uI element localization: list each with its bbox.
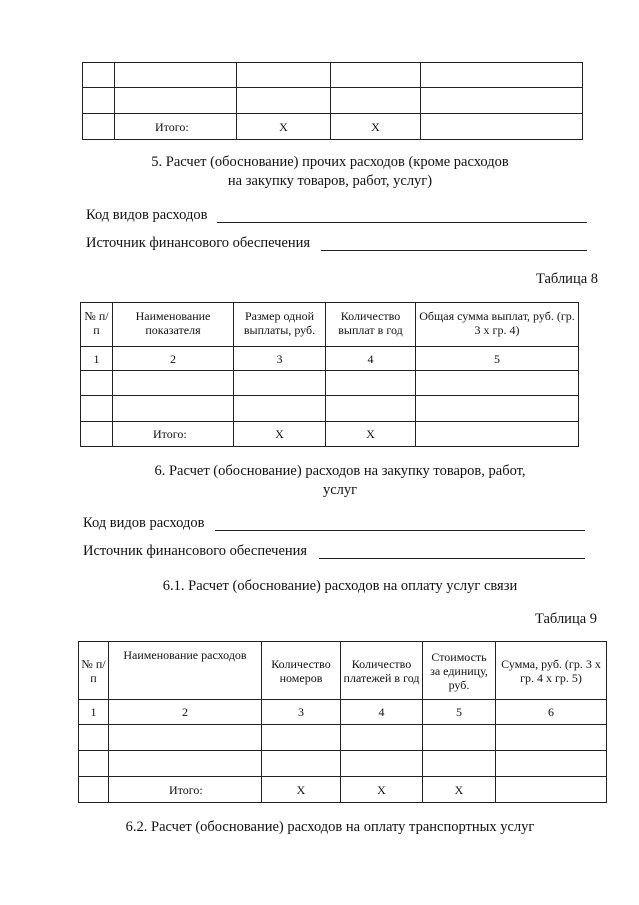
table-cell	[331, 88, 421, 114]
table-cell	[421, 88, 583, 114]
total-mark: X	[423, 777, 496, 803]
table-8	[80, 302, 579, 447]
column-header: Количество платежей в год	[341, 642, 423, 700]
total-label: Итого:	[113, 422, 234, 447]
table-cell	[331, 63, 421, 88]
table-cell	[423, 751, 496, 777]
table-cell	[326, 396, 416, 422]
section-5-heading	[100, 153, 560, 191]
table-cell	[496, 751, 607, 777]
total-label: Итого:	[109, 777, 262, 803]
table-cell	[237, 88, 331, 114]
table-row	[81, 396, 579, 422]
table-cell	[83, 88, 115, 114]
table-cell	[81, 422, 113, 447]
table-cell	[341, 725, 423, 751]
table-cell	[81, 396, 113, 422]
table-cell	[496, 777, 607, 803]
table-row	[79, 725, 607, 751]
table-cell	[81, 371, 113, 396]
funding-source-field[interactable]	[319, 558, 585, 559]
column-number: 1	[79, 700, 109, 725]
funding-source-field[interactable]	[321, 250, 587, 251]
table-total-row	[83, 114, 583, 140]
table-cell	[421, 63, 583, 88]
table-cell	[234, 371, 326, 396]
column-header: Количество выплат в год	[326, 303, 416, 347]
column-header: № п/п	[79, 642, 109, 700]
column-number: 2	[109, 700, 262, 725]
total-mark: X	[331, 114, 421, 140]
funding-source-label: Источник финансового обеспечения	[83, 543, 308, 559]
table-cell	[79, 751, 109, 777]
column-header: Общая сумма выплат, руб. (гр. 3 х гр. 4)	[416, 303, 579, 347]
table-header-row	[81, 303, 579, 347]
expense-code-label: Код видов расходов	[83, 515, 205, 531]
table-cell	[262, 725, 341, 751]
table-cell	[113, 396, 234, 422]
table-cell	[496, 725, 607, 751]
table-header-row	[79, 642, 607, 700]
column-number-row	[79, 700, 607, 725]
table-cell	[79, 777, 109, 803]
table-row	[83, 63, 583, 88]
total-mark: X	[341, 777, 423, 803]
column-number-row	[81, 347, 579, 371]
column-number: 6	[496, 700, 607, 725]
table-cell	[109, 725, 262, 751]
table-cell	[416, 422, 579, 447]
table-row	[83, 88, 583, 114]
table-cell	[416, 371, 579, 396]
column-number: 4	[341, 700, 423, 725]
column-number: 1	[81, 347, 113, 371]
table-cell	[326, 371, 416, 396]
expense-code-field[interactable]	[217, 222, 587, 223]
table-cell	[416, 396, 579, 422]
table-cell	[115, 63, 237, 88]
total-mark: X	[237, 114, 331, 140]
table-cell	[109, 751, 262, 777]
column-number: 3	[262, 700, 341, 725]
table-row	[79, 751, 607, 777]
table-cell	[83, 63, 115, 88]
table-cell	[115, 88, 237, 114]
section-6-1-heading: 6.1. Расчет (обоснование) расходов на оплату услуг связи	[162, 578, 518, 594]
column-header: Размер одной выплаты, руб.	[234, 303, 326, 347]
table-cell	[423, 725, 496, 751]
column-number: 5	[416, 347, 579, 371]
table-cell	[341, 751, 423, 777]
column-header: Наименование показателя	[113, 303, 234, 347]
column-number: 5	[423, 700, 496, 725]
column-number: 4	[326, 347, 416, 371]
column-number: 2	[113, 347, 234, 371]
heading-line: 5. Расчет (обоснование) прочих расходов (кроме расходов	[151, 154, 509, 170]
section-6-2-heading: 6.2. Расчет (обоснование) расходов на оплату транспортных услуг	[125, 819, 535, 835]
expense-code-label: Код видов расходов	[86, 207, 208, 223]
table-cell	[262, 751, 341, 777]
column-header: № п/п	[81, 303, 113, 347]
heading-line: 6. Расчет (обоснование) расходов на закупку товаров, работ,	[154, 463, 526, 479]
column-header: Наименование расходов	[109, 642, 262, 700]
expense-code-field[interactable]	[215, 530, 585, 531]
table-total-row	[79, 777, 607, 803]
column-header: Стоимость за единицу, руб.	[423, 642, 496, 700]
total-mark: X	[262, 777, 341, 803]
funding-source-label: Источник финансового обеспечения	[86, 235, 311, 251]
table-cell	[113, 371, 234, 396]
table-total-row	[81, 422, 579, 447]
column-header: Сумма, руб. (гр. 3 х гр. 4 х гр. 5)	[496, 642, 607, 700]
table-8-label: Таблица 8	[536, 271, 599, 287]
table-cell	[421, 114, 583, 140]
total-mark: X	[234, 422, 326, 447]
table-cell	[237, 63, 331, 88]
table-cell	[234, 396, 326, 422]
column-number: 3	[234, 347, 326, 371]
table-cell	[83, 114, 115, 140]
table-cell	[79, 725, 109, 751]
table-7-continuation	[82, 62, 583, 140]
heading-line: на закупку товаров, работ, услуг)	[227, 173, 433, 189]
table-9	[78, 641, 607, 803]
heading-line: услуг	[322, 482, 358, 498]
table-row	[81, 371, 579, 396]
section-6-heading	[110, 462, 570, 500]
total-label: Итого:	[115, 114, 237, 140]
column-header: Количество номеров	[262, 642, 341, 700]
table-9-label: Таблица 9	[535, 611, 598, 627]
total-mark: X	[326, 422, 416, 447]
